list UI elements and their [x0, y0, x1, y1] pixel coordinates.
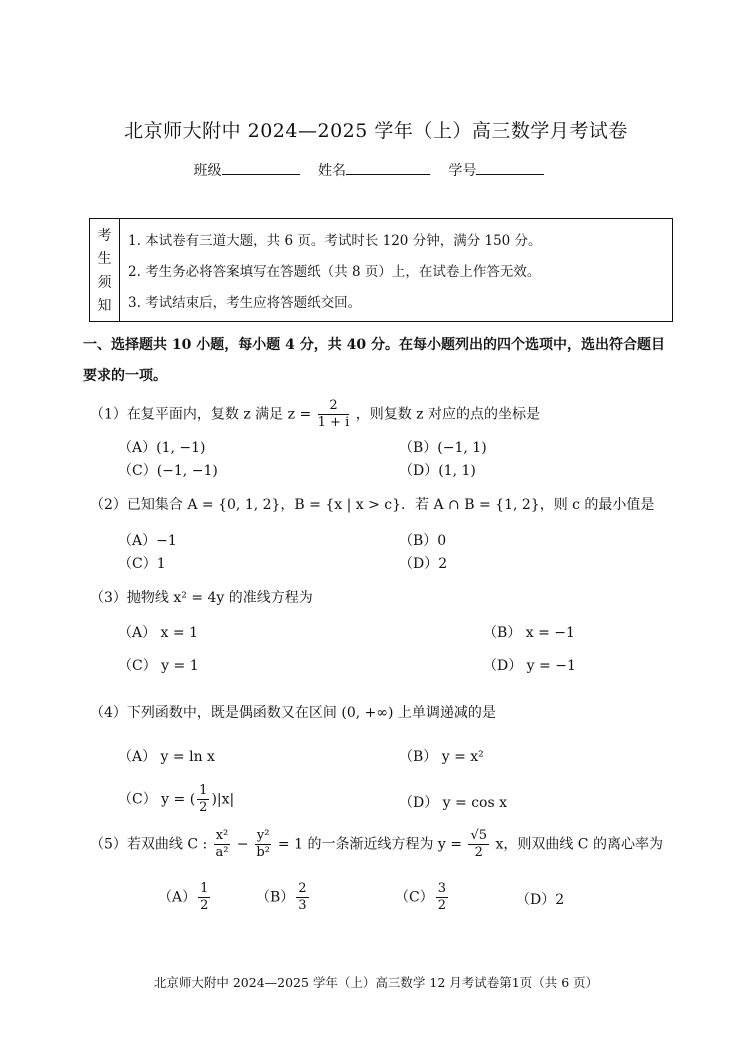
id-label: 学号: [448, 163, 477, 179]
q2-option-c[interactable]: （C）1: [118, 556, 166, 572]
student-info-line: [0, 160, 752, 180]
q1-pre: （1）在复平面内，复数 z 满足 z =: [90, 406, 312, 423]
id-blank[interactable]: [476, 160, 544, 175]
q1-post: ，则复数 z 对应的点的坐标是: [355, 406, 540, 423]
q5-fraction-x: $\frac{\text{x²}}{\text{a²}}$: [215, 828, 229, 860]
name-label: 姓名: [318, 163, 346, 179]
q5-option-d[interactable]: （D）2: [516, 892, 565, 908]
notice-side-char: 知: [97, 298, 112, 315]
notice-item: 2. 考生务必将答案填写在答题纸（共 8 页）上，在试卷上作答无效。: [128, 263, 541, 280]
notice-item: 3. 考试结束后，考生应将答题纸交回。: [128, 295, 362, 312]
q5-mid: = 1 的一条渐近线方程为 y =: [277, 836, 462, 853]
q5-c-fraction: $\frac{3}{2}$: [437, 881, 446, 913]
question-1: [90, 398, 540, 431]
notice-side-char: 考: [97, 227, 112, 244]
q2-option-b[interactable]: （B）0: [399, 533, 447, 549]
class-blank[interactable]: [222, 160, 300, 175]
q4-option-a[interactable]: （A） y = ln x: [118, 749, 215, 765]
q1-option-b[interactable]: （B）(−1, 1): [399, 440, 487, 456]
q3-option-c[interactable]: （C） y = 1: [118, 658, 199, 674]
q5-b-label: （B）: [256, 889, 295, 906]
q5-post: x，则双曲线 C 的离心率为: [495, 836, 663, 853]
q5-b-fraction: $\frac{2}{3}$: [298, 881, 307, 913]
notice-items: [128, 219, 668, 321]
q2-option-d[interactable]: （D）2: [399, 556, 448, 572]
question-3: （3）抛物线 x² = 4y 的准线方程为: [90, 590, 313, 606]
q4-c-fraction: $\frac{1}{2}$: [199, 783, 208, 815]
page-footer: 北京师大附中 2024—2025 学年（上）高三数学 12 月考试卷第1页（共 6 页）: [153, 975, 599, 990]
q3-option-d[interactable]: （D） y = −1: [483, 658, 576, 674]
section1-heading: 一、选择题共 10 小题，每小题 4 分，共 40 分。在每小题列出的四个选项中，选出符合题目要求的一项。: [83, 337, 665, 384]
q5-option-b[interactable]: [256, 881, 311, 914]
q4-c-pre: （C） y = (: [118, 791, 196, 808]
notice-item: 1. 本试卷有三道大题，共 6 页。考试时长 120 分钟，满分 150 分。: [128, 232, 542, 249]
q5-minus: −: [236, 836, 249, 853]
notice-box: [89, 218, 673, 322]
notice-side-char: 生: [97, 251, 112, 268]
exam-title: 北京师大附中 2024—2025 学年（上）高三数学月考试卷: [124, 120, 628, 142]
q1-option-d[interactable]: （D）(1, 1): [399, 463, 476, 479]
q1-option-a[interactable]: （A）(1, −1): [118, 440, 206, 456]
q5-a-fraction: $\frac{1}{2}$: [200, 881, 209, 913]
question-4: （4）下列函数中，既是偶函数又在区间 (0, +∞) 上单调递减的是: [90, 705, 496, 721]
q5-fraction-y: $\frac{\text{y²}}{\text{b²}}$: [256, 828, 270, 860]
notice-side-label: [90, 219, 120, 321]
q5-a-label: （A）: [158, 889, 197, 906]
q4-c-post: )|x|: [211, 791, 235, 808]
name-blank[interactable]: [346, 160, 430, 175]
q5-pre: （5）若双曲线 C :: [90, 836, 208, 853]
q4-option-b[interactable]: （B） y = x²: [399, 749, 484, 765]
q4-option-c[interactable]: [118, 783, 234, 816]
question-2: （2）已知集合 A = {0, 1, 2}，B = {x | x > c}．若 A ∩ B = {1, 2}，则 c 的最小值是: [90, 497, 655, 513]
q5-c-label: （C）: [395, 889, 434, 906]
class-label: 班级: [193, 163, 222, 179]
q2-option-a[interactable]: （A）−1: [118, 533, 177, 549]
q5-option-c[interactable]: [395, 881, 450, 914]
q4-option-d[interactable]: （D） y = cos x: [399, 795, 508, 811]
q3-option-a[interactable]: （A） x = 1: [118, 625, 198, 641]
q1-fraction: $\frac{2}{1 + i}$: [317, 398, 350, 430]
question-5: [90, 828, 663, 861]
q5-fraction-slope: $\frac{√5}{2}$: [470, 828, 487, 860]
q5-option-a[interactable]: [158, 881, 212, 914]
notice-side-char: 须: [97, 274, 112, 291]
q1-option-c[interactable]: （C）(−1, −1): [118, 463, 218, 479]
q3-option-b[interactable]: （B） x = −1: [483, 625, 575, 641]
